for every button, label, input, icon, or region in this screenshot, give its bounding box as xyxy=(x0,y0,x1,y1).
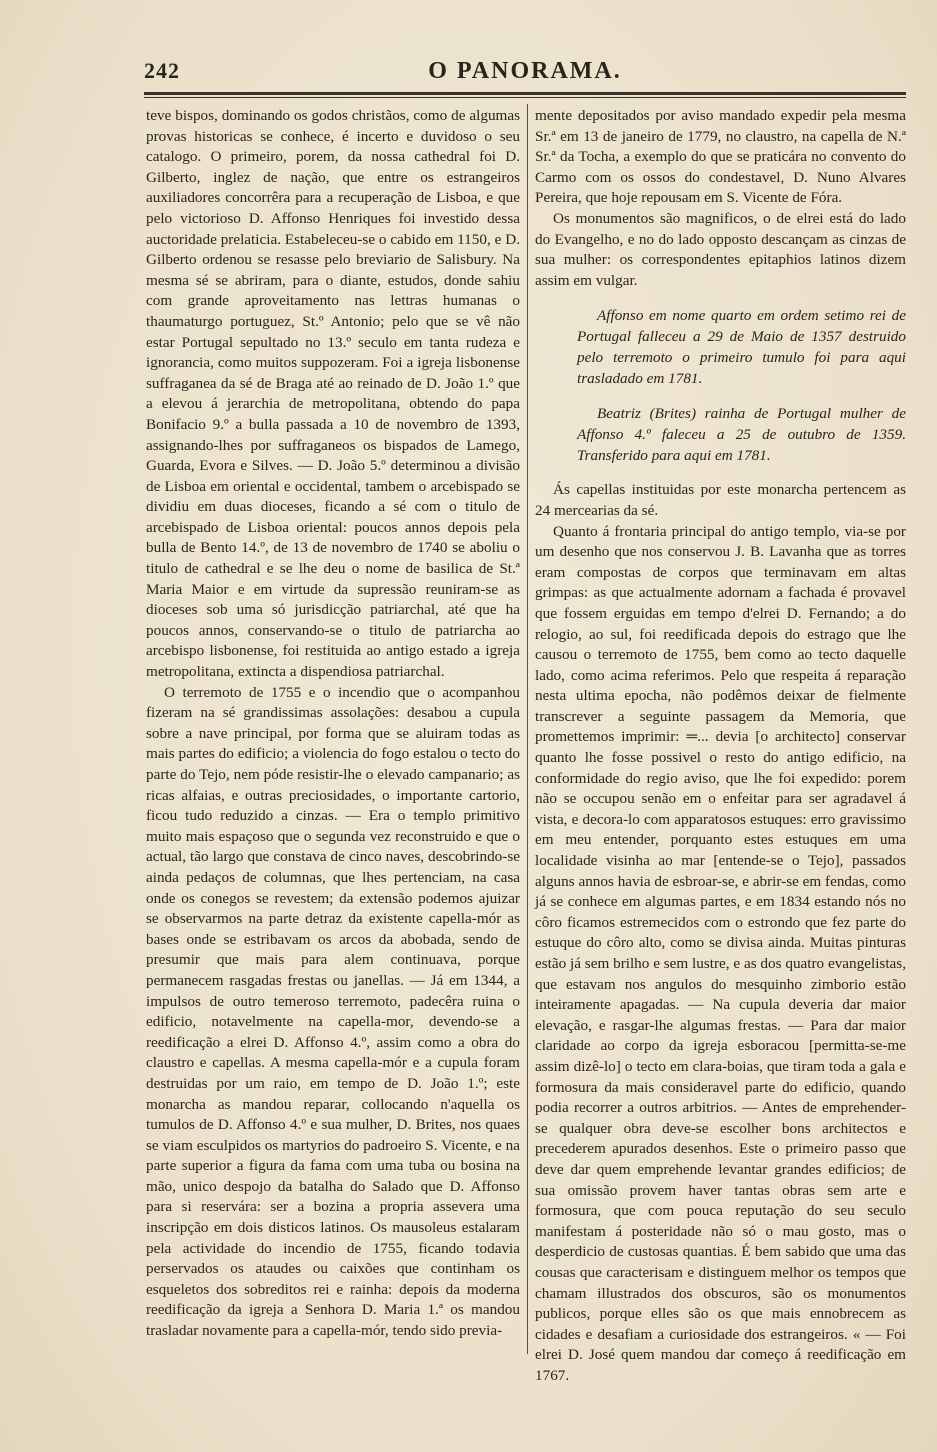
journal-title: O PANORAMA. xyxy=(428,58,622,84)
right-paragraph-2: Os monumentos são magnificos, o de elrei está do lado do Evangelho, e no do lado opposto descançam as cinzas de sua mulher: os correspondentes epitaphios latinos dizem assim em vulgar. xyxy=(535,209,906,289)
epitaph-affonso: Affonso em nome quarto em ordem setimo rei de Portugal falleceu a 29 de Maio de 1357 destruido pelo terremoto o primeiro tumulo foi para aqui trasladado em 1781. xyxy=(577,307,906,388)
page-number: 242 xyxy=(144,58,180,83)
left-column xyxy=(146,106,520,1342)
right-paragraph-1: mente depositados por aviso mandado expedir pela mesma Sr.ª em 13 de janeiro de 1779, no claustro, na capella de N.ª Sr.ª da Tocha, a exemplo do que se praticára no convento do Carmo com os ossos do condestavel, D. Nuno Alvares Pereira, que hoje repousam em S. Vicente de Fóra. xyxy=(535,107,906,207)
left-paragraph-1: teve bispos, dominando os godos christãos, como de algumas provas historicas se conhece, é incerto e duvidoso o seu catalogo. O primeiro, porem, da nossa cathedral foi D. Gilberto, inglez de nação, que entre os estrangeiros auxiliadores concorrêra para a recuperação de Lisboa, e que pelo victorioso D. Affonso Henriques foi investido dessa auctoridade prelaticia. Estabeleceu-se o cabido em 1150, e D. Gilberto ordenou se resasse pelo breviario de Salisbury. Na mesma sé se abriram, para o diante, estudos, donde sahiu com grande aproveitamento nas lettras humanas o thaumaturgo portuguez, St.º Antonio; pelo que se vê não estar Portugal sepultado no 13.º seculo em tanta rudeza e ignorancia, como muitos suppozeram. Foi a igreja lisbonense suffraganea da sé de Braga até ao reinado de D. João 1.º que a elevou á jerarchia de metropolitana, obtendo do papa Bonifacio 9.º a bulla passada a 10 de novembro de 1393, assignando-lhes por suffraganeos os bispados de Lamego, Guarda, Evora e Silves. — D. João 5.º determinou a divisão de Lisboa em oriental e occidental, tambem o arcebispado se dividiu em duas dioceses, ficando a sé com o titulo de arcebispado de Lisboa oriental: poucos annos depois pela bulla de Bento 14.º, de 13 de novembro de 1740 se aboliu o titulo de cathedral e se lhe deu o nome de basilica de St.ª Maria Maior e em virtude da supressão reuniram-se as dioceses sob uma só jurisdicção patriarchal, até que ha poucos annos, conservando-se o titulo de patriarcha ao arcebispo lisbonense, foi restituida ao antigo estado a igreja metropolitana, extincta a dispendiosa patriarchal. xyxy=(146,107,520,681)
right-paragraph-3: Ás capellas instituidas por este monarcha pertencem as 24 mercearias da sé. xyxy=(535,481,906,519)
right-paragraph-4: Quanto á frontaria principal do antigo templo, via-se por um desenho que nos conservou J. B. Lavanha que as torres eram compostas de corpos que terminavam em altas grimpas: as que actualmente adornam a fachada é provavel que fossem erguidas em tempo d'elrei D. Fernando; a do relogio, ao sul, foi reedificada depois do estrago que lhe causou o terremoto de 1755, bem como ao tecto daquelle lado, como acima referimos. Pelo que respeita á reparação nesta ultima epocha, não podêmos deixar de fielmente transcrever a seguinte passagem da Memoria, que promettemos imprimir: ═... devia [o architecto] conservar quanto lhe fosse possivel o resto do antigo edificio, na conformidade do regio aviso, que lhe foi expedido: porem não se occupou senão em o enfeitar para ser agradavel á vista, e decora-lo com apparatosos estuques: erro gravissimo em meu entender, porquanto estes estuques em uma localidade visinha ao mar [entende-se o Tejo], passados alguns annos havia de esbroar-se, e abrir-se em fendas, como já se conhece em algumas partes, e em 1834 estando nós no côro ficamos estremecidos com o estrondo que fez parte do estuque do côro alto, como se divisa ainda. Muitas pinturas estão já sem brilho e sem lustre, e as dos quatro evangelistas, que estavam nos angulos do mesquinho zimborio estão inteiramente apagadas. — Na cupula deveria dar maior elevação, e rasgar-lhe algumas frestas. — Para dar maior claridade ao corpo da igreja esboracou [permitta-se-me assim dizê-lo] o tecto em clara-boias, que tiram toda a gala e formosura da mais consideravel parte do edificio, quando podia recorrer a outros arbitrios. — Antes de emprehender-se qualquer obra deve-se escolher bons architectos e precederem apurados desenhos. Este o primeiro passo que deve dar quem emprehende levantar grandes edificios; de sua omissão provem haver tantas obras sem arte e formosura, que com pouca reputação do seu seculo manifestam á posteridade não só o mau gosto, mas o desperdicio de custosas quantias. É bem sabido que uma das cousas que caracterisam e distinguem melhor os tempos que chamam illustrados dos obscuros, são os monumentos publicos, porque elles são os que mais ennobrecem as cidades e desafiam a curiosidade dos estrangeiros. « — Foi elrei D. José quem mandou dar começo á reedificação em 1767. xyxy=(535,522,906,1384)
right-column xyxy=(535,106,906,1386)
column-divider xyxy=(527,104,528,1354)
page-header xyxy=(144,58,906,92)
header-rule-thin xyxy=(144,97,906,98)
epitaph-beatriz: Beatriz (Brites) rainha de Portugal mulher de Affonso 4.º faleceu a 25 de outubro de 1359. Transferido para aqui em 1781. xyxy=(577,405,906,465)
header-rule-thick xyxy=(144,92,906,95)
left-paragraph-2: O terremoto de 1755 e o incendio que o acompanhou fizeram na sé grandissimas assolações: desabou a cupula sobre a nave principal, por forma que se aluiram todas as mais partes do edificio; a violencia do fogo estalou o tecto do parte do Tejo, nem póde resistir-lhe o elevado campanario; as ricas alfaias, e outras preciosidades, o importante cartorio, ficou tudo reduzido a cinzas. — Era o templo primitivo muito mais espaçoso que o segunda vez reconstruido e que o actual, tão largo que constava de cinco naves, descobrindo-se ainda pedaços de columnas, que lhes pertenciam, na casa onde os conegos se revestem; da extensão podemos ajuizar se observarmos na parte detraz da existente capella-mór as bases onde se estribavam os arcos da abobada, sendo de presumir que mais para alem continuava, porque permanecem rasgadas frestas ou janellas. — Já em 1344, a impulsos de outro temeroso terremoto, padecêra ruina o edificio, notavelmente na capella-mor, devendo-se a reedificação a elrei D. Affonso 4.º, assim como a obra do claustro e capellas. A mesma capella-mór e a cupula foram destruidas por um raio, em tempo de D. João 1.º; este monarcha as mandou reparar, collocando n'aquella os tumulos de D. Affonso 4.º e sua mulher, D. Brites, nos quaes se viam esculpidos os martyrios do padroeiro S. Vicente, e na parte superior a figura da fama com uma tuba ou bosina na mão, unico despojo da batalha do Salado que D. Affonso para si reservára: ser a bozina a propria assevera uma inscripção em dois disticos latinos. Os mausoleus estalaram pela actividade do incendio de 1755, ficando todavia perservados os ataudes ou caixões que continham os esqueletos dos sobreditos rei e rainha: depois da moderna reedificação da igreja a Senhora D. Maria 1.ª os mandou trasladar novamente para a capella-mór, tendo sido previa- xyxy=(146,683,520,1340)
